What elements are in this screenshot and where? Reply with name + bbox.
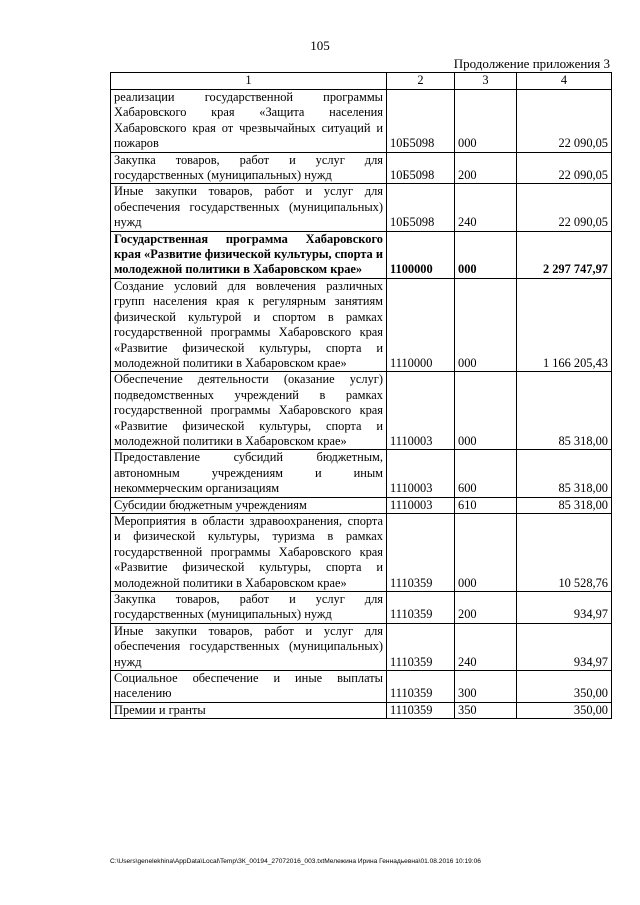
row-type-cell: 000 [455, 513, 517, 591]
row-type-cell: 200 [455, 592, 517, 624]
row-code-cell: 1110003 [387, 372, 455, 450]
row-code-cell: 10Б5098 [387, 184, 455, 231]
row-code-cell: 10Б5098 [387, 152, 455, 184]
row-amount-cell: 934,97 [517, 623, 612, 670]
table-row [111, 513, 612, 591]
row-name-cell: Иные закупки товаров, работ и услуг для обеспечения государственных (муниципальных) нужд [111, 623, 387, 670]
row-type-cell: 000 [455, 90, 517, 153]
row-amount-cell: 2 297 747,97 [517, 231, 612, 278]
table-row [111, 90, 612, 153]
table-header-row [111, 73, 612, 90]
row-name-cell: Предоставление субсидий бюджетным, автономным учреждениям и иным некоммерческим организациям [111, 450, 387, 497]
row-amount-cell: 10 528,76 [517, 513, 612, 591]
table-row [111, 372, 612, 450]
row-code-cell: 1110359 [387, 702, 455, 718]
header-cell-3: 3 [455, 73, 517, 90]
row-type-cell: 200 [455, 152, 517, 184]
row-code-cell: 1110359 [387, 623, 455, 670]
row-code-cell: 10Б5098 [387, 90, 455, 153]
row-type-cell: 610 [455, 497, 517, 513]
row-code-cell: 1110003 [387, 450, 455, 497]
row-type-cell: 240 [455, 623, 517, 670]
row-type-cell: 000 [455, 372, 517, 450]
table-row [111, 671, 612, 703]
row-amount-cell: 85 318,00 [517, 372, 612, 450]
row-amount-cell: 350,00 [517, 702, 612, 718]
table-row [111, 592, 612, 624]
row-type-cell: 350 [455, 702, 517, 718]
appendix-continuation-label: Продолжение приложения 3 [453, 56, 610, 71]
row-name-cell: Социальное обеспечение и иные выплаты населению [111, 671, 387, 703]
row-amount-cell: 22 090,05 [517, 184, 612, 231]
row-name-cell: реализации государственной программы Хабаровского края «Защита населения Хабаровского края от чрезвычайных ситуаций и пожаров [111, 90, 387, 153]
row-name-cell: Обеспечение деятельности (оказание услуг) подведомственных учреждений в рамках государственной программы Хабаровского края «Развитие физической культуры, спорта и молодежной политики в Хабаровском крае» [111, 372, 387, 450]
row-name-cell: Премии и гранты [111, 702, 387, 718]
table-row [111, 184, 612, 231]
row-type-cell: 000 [455, 278, 517, 371]
row-code-cell: 1110000 [387, 278, 455, 371]
row-code-cell: 1110359 [387, 592, 455, 624]
row-name-cell: Субсидии бюджетным учреждениям [111, 497, 387, 513]
table-row [111, 497, 612, 513]
table-row [111, 702, 612, 718]
table-row [111, 231, 612, 278]
row-code-cell: 1110359 [387, 513, 455, 591]
row-type-cell: 000 [455, 231, 517, 278]
row-amount-cell: 934,97 [517, 592, 612, 624]
header-cell-4: 4 [517, 73, 612, 90]
row-type-cell: 600 [455, 450, 517, 497]
row-amount-cell: 22 090,05 [517, 152, 612, 184]
budget-table [110, 72, 612, 719]
row-type-cell: 240 [455, 184, 517, 231]
row-code-cell: 1110003 [387, 497, 455, 513]
row-amount-cell: 85 318,00 [517, 450, 612, 497]
header-cell-1: 1 [111, 73, 387, 90]
row-name-cell: Создание условий для вовлечения различных групп населения края к регулярным занятиям физической культурой и спортом в рамках государственной программы Хабаровского края «Развитие физической культуры, спорта и молодежной политики в Хабаровском крае» [111, 278, 387, 371]
row-type-cell: 300 [455, 671, 517, 703]
row-amount-cell: 22 090,05 [517, 90, 612, 153]
file-path-footer: C:\Users\genelekhina\AppData\Local\Temp\ЗК_00194_27072016_003.txtМележина Ирина Геннадьевна\01.08.2016 10:19:06 [110, 858, 481, 865]
row-amount-cell: 85 318,00 [517, 497, 612, 513]
table-row [111, 278, 612, 371]
table-row [111, 623, 612, 670]
table-row [111, 152, 612, 184]
page-number: 105 [310, 38, 330, 53]
row-name-cell: Государственная программа Хабаровского края «Развитие физической культуры, спорта и молодежной политики в Хабаровском крае» [111, 231, 387, 278]
row-name-cell: Иные закупки товаров, работ и услуг для обеспечения государственных (муниципальных) нужд [111, 184, 387, 231]
row-code-cell: 1100000 [387, 231, 455, 278]
row-amount-cell: 1 166 205,43 [517, 278, 612, 371]
table-row [111, 450, 612, 497]
row-code-cell: 1110359 [387, 671, 455, 703]
row-name-cell: Закупка товаров, работ и услуг для государственных (муниципальных) нужд [111, 592, 387, 624]
row-amount-cell: 350,00 [517, 671, 612, 703]
row-name-cell: Мероприятия в области здравоохранения, спорта и физической культуры, туризма в рамках государственной программы Хабаровского края «Развитие физической культуры, спорта и молодежной политики в Хабаровском крае» [111, 513, 387, 591]
header-cell-2: 2 [387, 73, 455, 90]
row-name-cell: Закупка товаров, работ и услуг для государственных (муниципальных) нужд [111, 152, 387, 184]
